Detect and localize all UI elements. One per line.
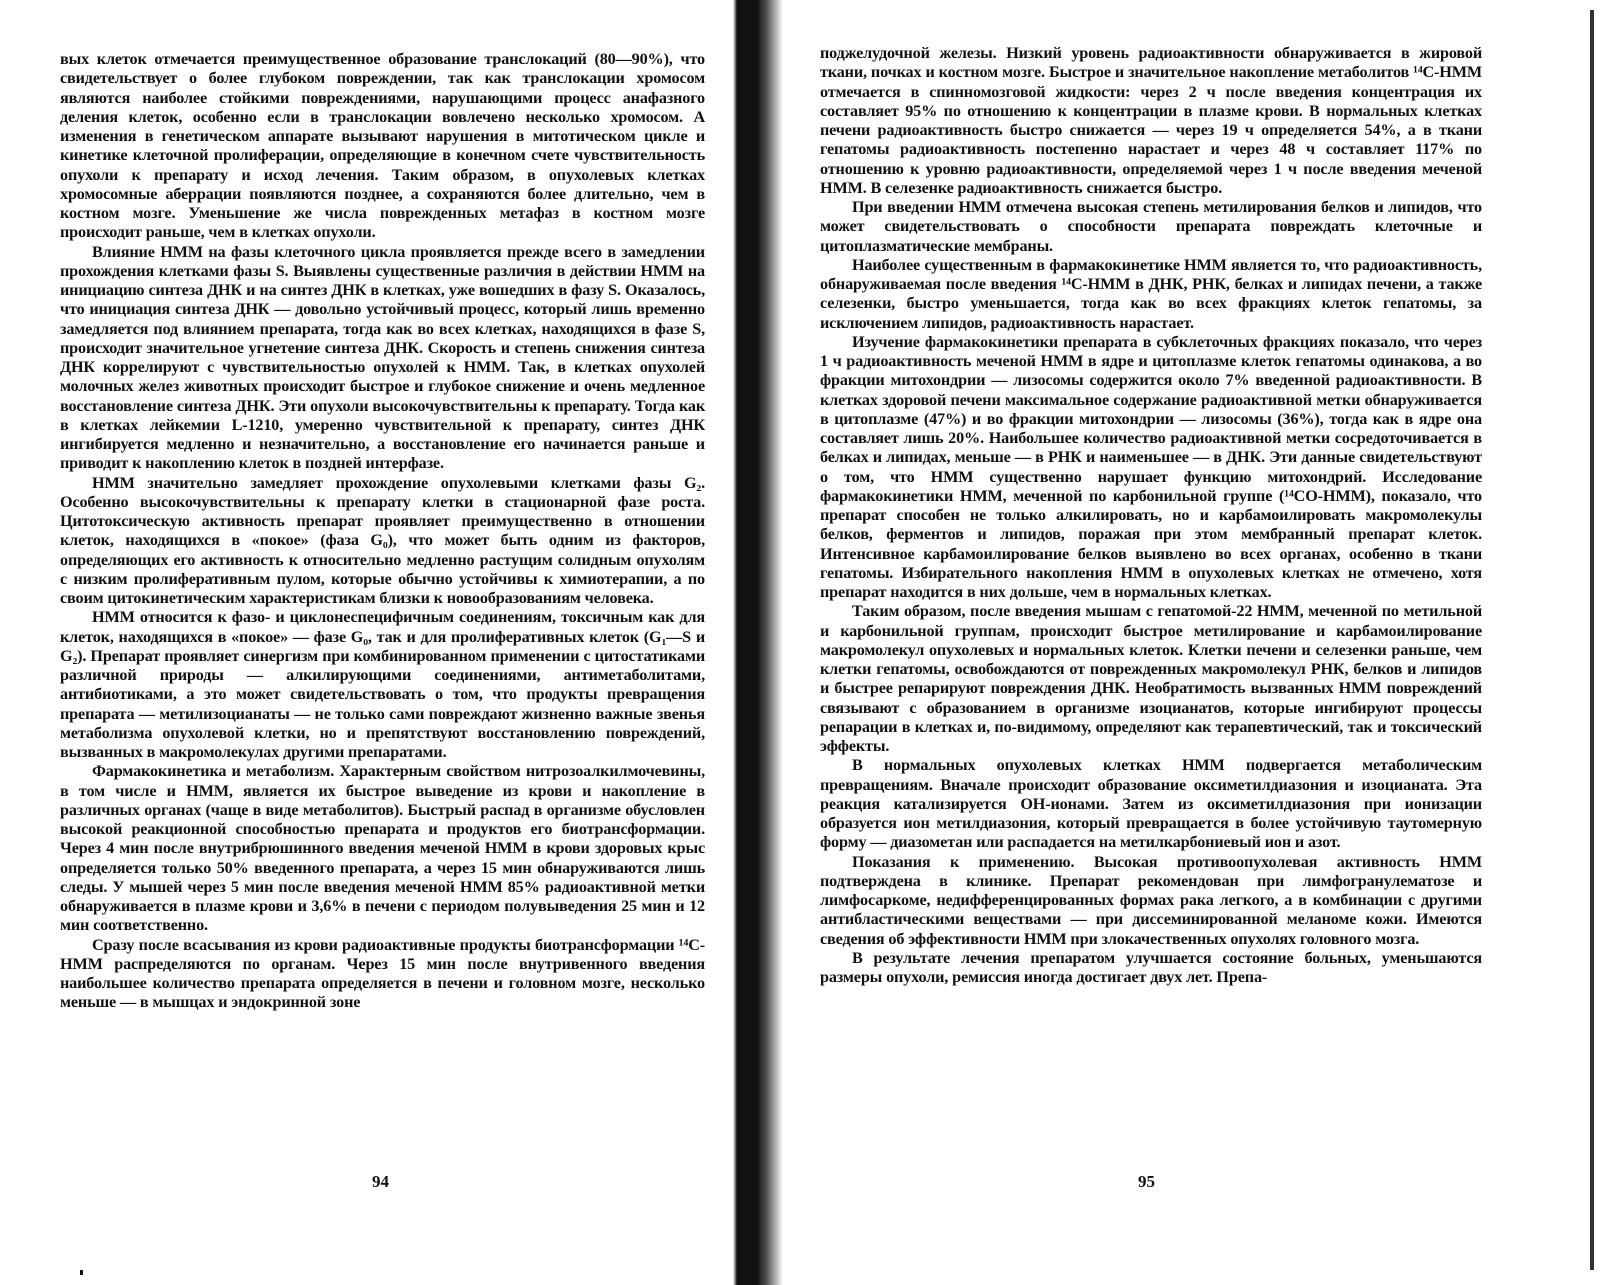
paragraph: Изучение фармакокинетики препарата в субклеточных фракциях показало, что через 1 ч радиоактивность меченой НММ в ядре и цитоплазме клеток гепатомы одинакова, а во фракции митохондрии — лизосомы содержится около 7% введенной радиоактивности. В клетках здоровой печени максимальное содержание радиоактивной метки обнаруживается в цитоплазме (47%) и во фракции митохондрии — лизосомы (36%), тогда как в ядре она составляет лишь 20%. Наибольшее количество радиоактивной метки сосредоточивается в белках и липидах, меньше — в РНК и наименьшее — в ДНК. Эти данные свидетельствуют о том, что НММ существенно нарушает функцию митохондрий. Исследование фармакокинетики НММ, меченной по карбонильной группе (¹⁴СО-НММ), показало, что препарат способен не только алкилировать, но и карбамоилировать макромолекулы белков, ферментов и липидов, поражая при этом мембранный препарат клеток. Интенсивное карбамоилирование белков выявлено во всех органах, особенно в ткани гепатомы. Избирательного накопления НММ в опухолевых клетках не отмечено, хотя препарат находится в них дольше, чем в нормальных клетках. <box>820 332 1482 601</box>
paragraph: В результате лечения препаратом улучшается состояние больных, уменьшаются размеры опухоли, ремиссия иногда достигает двух лет. Препа- <box>820 948 1482 986</box>
section-heading-indications: Показания к применению. <box>852 852 1075 871</box>
right-text-column <box>820 44 1482 987</box>
paragraph: В нормальных опухолевых клетках НММ подвергается метаболическим превращениям. Вначале происходит образование оксиметилдиазония и изоцианата. Эта реакция катализируется ОН-ионами. Затем из оксиметилдиазония при ионизации образуется ион метилдиазония, который превращается в более устойчивую таутомерную форму — диазометан или распадается на метилкарбониевый ион и азот. <box>820 756 1482 852</box>
scan-artifact <box>80 1270 83 1275</box>
paragraph: Таким образом, после введения мышам с гепатомой-22 НММ, меченной по метильной и карбонильной группам, происходит быстрое метилирование и карбамоилирование макромолекул опухолевых и нормальных клеток. Клетки печени и селезенки раньше, чем клетки гепатомы, освобождаются от поврежденных макромолекул РНК, белков и липидов и быстрее репарируют повреждения ДНК. Необратимость вызванных НММ повреждений связывают с образованием в организме изоцианатов, которые ингибируют процессы репарации в клетках и, по-видимому, определяют как терапевтический, так и токсический эффекты. <box>820 602 1482 755</box>
left-text-column <box>60 50 705 1013</box>
paragraph: Влияние НММ на фазы клеточного цикла проявляется прежде всего в замедлении прохождения клетками фазы S. Выявлены существенные различия в действии НММ на инициацию синтеза ДНК и на синтез ДНК в клетках, уже вошедших в фазу S. Оказалось, что инициация синтеза ДНК — довольно устойчивый процесс, который лишь временно замедляется под влиянием препарата, тогда как во всех клетках, находящихся в фазе S, происходит значительное угнетение синтеза ДНК. Скорость и степень снижения синтеза ДНК коррелируют с чувствительностью опухолей к НММ. Так, в клетках опухолей молочных желез животных происходит быстрое и глубокое снижение и очень медленное восстановление синтеза ДНК. Эти опухоли высокочувствительны к препарату. Тогда как в клетках лейкемии L-1210, умеренно чувствительной к препарату, синтез ДНК ингибируется медленно и незначительно, а восстановление его начинается раньше и приводит к накоплению клеток в поздней интерфазе. <box>60 242 705 473</box>
left-page <box>0 0 740 1285</box>
paragraph: НММ относится к фазо- и циклонеспецифичным соединениям, токсичным как для клеток, находящихся в «покое» — фазе G₀, так и для пролиферативных клеток (G₁—S и G₂). Препарат проявляет синергизм при комбинированном применении с цитостатиками различной природы — алкилирующими соединениями, антиметаболитами, антибиотиками, а это может свидетельствовать о том, что продукты превращения препарата — метилизоцианаты — не только сами повреждают жизненно важные звенья метаболизма опухолевой клетки, но и препятствуют восстановлению повреждений, вызванных в макромолекулах другими препаратами. <box>60 608 705 761</box>
paragraph-pharmacokinetics <box>60 762 705 935</box>
paragraph: поджелудочной железы. Низкий уровень радиоактивности обнаруживается в жировой ткани, почках и костном мозге. Быстрое и значительное накопление метаболитов ¹⁴С-НММ отмечается в спинномозговой жидкости: через 2 ч после введения концентрация их составляет 95% по отношению к концентрации в плазме крови. В нормальных клетках печени радиоактивность быстро снижается — через 19 ч определяется 54%, а в ткани гепатомы радиоактивность постепенно нарастает и через 48 ч составляет 117% по отношению к уровню радиоактивности, определяемой через 1 ч после введения меченой НММ. В селезенке радиоактивность снижается быстро. <box>820 44 1482 197</box>
paragraph-text: Высокая противоопухолевая активность НММ подтверждена в клинике. Препарат рекомендован при лимфогранулематозе и лимфосаркоме, недифференцированных формах рака легкого, а в комбинации с другими антибластическими веществами — при диссеминированной меланоме кожи. Имеются сведения об эффективности НММ при злокачественных опухолях головного мозга. <box>820 852 1482 948</box>
section-heading-pharmacokinetics: Фармакокинетика и метаболизм. <box>92 762 335 781</box>
paragraph: НММ значительно замедляет прохождение опухолевыми клетками фазы G₂. Особенно высокочувствительны к препарату клетки в стационарной фазе роста. Цитотоксическую активность препарат проявляет преимущественно в отношении клеток, находящихся в «покое» (фаза G₀), что может быть одним из факторов, определяющих его активность к относительно медленно растущим солидным опухолям с низким пролиферативным пулом, которые обычно устойчивы к химиотерапии, а по своим цитокинетическим характеристикам близки к новообразованиям человека. <box>60 473 705 607</box>
paragraph-text: Характерным свойством нитрозоалкилмочевины, в том числе и НММ, является их быстрое выведение из крови и накопление в различных органах (чаще в виде метаболитов). Быстрый распад в организме обусловлен высокой реакционной способностью препарата и продуктов его биотрансформации. Через 4 мин после внутрибрюшинного введения меченой НММ в крови здоровых крыс определяется только 50% введенного препарата, а через 15 мин обнаруживаются лишь следы. У мышей через 5 мин после введения меченой НММ 85% радиоактивной метки обнаруживается в плазме крови и 3,6% в печени с периодом полувыведения 25 мин и 12 мин соответственно. <box>60 762 706 935</box>
paragraph-indications <box>820 853 1482 949</box>
paragraph: вых клеток отмечается преимущественное образование транслокаций (80—90%), что свидетельствует о более глубоком повреждении, так как транслокации хромосом являются наиболее стойкими повреждениями, нарушающими процесс анафазного деления клеток, особенно если в транслокации вовлечено несколько хромосом. А изменения в генетическом аппарате вызывают нарушения в митотическом цикле и кинетике клеточной пролиферации, определяющие в конечном счете чувствительность опухоли к препарату и исход лечения. Таким образом, в опухолевых клетках хромосомные аберрации появляются позднее, а сохраняются более длительно, чем в костном мозге. Уменьшение же числа поврежденных метафаз в костном мозге происходит раньше, чем в клетках опухоли. <box>60 50 705 242</box>
page-number-left: 94 <box>372 1172 389 1191</box>
right-page <box>790 0 1600 1285</box>
book-gutter <box>727 0 785 1285</box>
page-edge <box>1590 10 1594 1270</box>
paragraph: При введении НММ отмечена высокая степень метилирования белков и липидов, что может свидетельствовать о способности препарата повреждать клеточные и цитоплазматические мембраны. <box>820 198 1482 255</box>
paragraph: Сразу после всасывания из крови радиоактивные продукты биотрансформации ¹⁴С-НММ распределяются по органам. Через 15 мин после внутривенного введения наибольшее количество препарата определяется в печени и головном мозге, несколько меньше — в мышцах и эндокринной зоне <box>60 935 705 1012</box>
page-number-right: 95 <box>1138 1172 1155 1191</box>
paragraph: Наиболее существенным в фармакокинетике НММ является то, что радиоактивность, обнаруживаемая после введения ¹⁴С-НММ в ДНК, РНК, белках и липидах печени, а также селезенки, быстро уменьшается, тогда как во всех фракциях клеток гепатомы, за исключением липидов, радиоактивность нарастает. <box>820 255 1482 332</box>
